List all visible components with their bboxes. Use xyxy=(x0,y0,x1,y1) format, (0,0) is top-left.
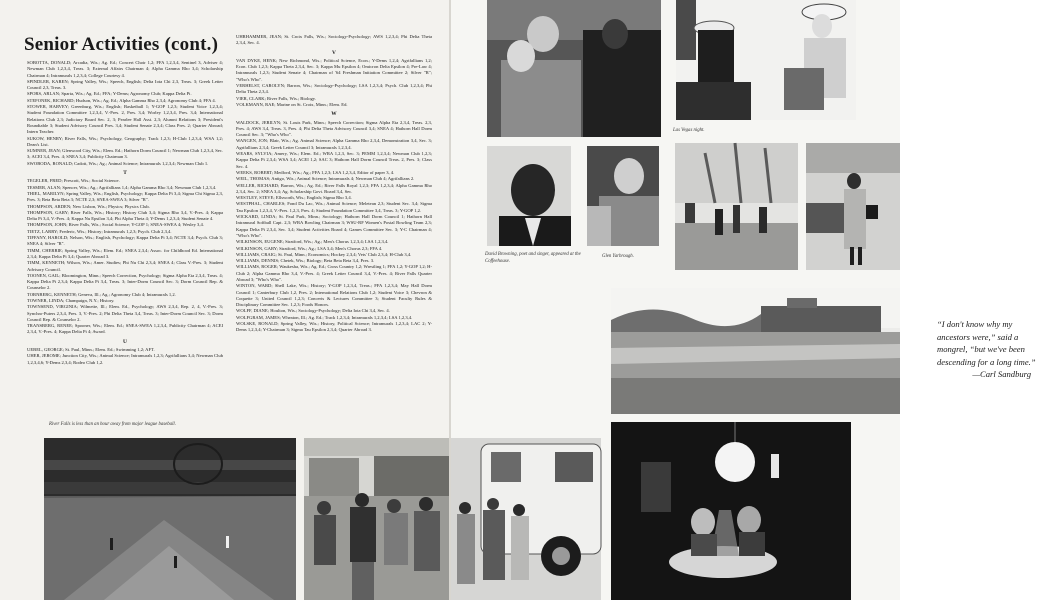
senior-entry: THIEL, MARILYN; Spring Valley, Wis.; English, Psychology; Kappa Delta Pi 3,4; Sigma Chi Sigma 2,3, Pres. 3; Beta Beta Beta 3; NCTE 2,3; SNEA-SWEA 3; Silver "R". xyxy=(27,190,223,203)
senior-entry: TIETZ, LARRY; Frederic, Wis.; History; Intramurals 1,2,3; Psych. Club 2,3,4. xyxy=(27,228,172,234)
senior-entry: TIFFANY, HAROLD; Nelson, Wis.; English, Psychology; Kappa Delta Pi 3,4; NCTE 3,4; Psych. Club 3; SNEA 4; Silver "R". xyxy=(27,235,223,247)
senior-entry: SUMNER, JEAN; Glenwood City, Wis.; Elem. Ed.; Hathorn Dorm Council 1; Newman Club 1,2,3,4, Sec. 3; ACEI 3,4, Pres. 4; SNEA 3,4; Publicity Chairman 3. xyxy=(27,148,223,160)
senior-entry: WANGEN, JON; Blair, Wis.; Ag. Animal Science; Alpha Gamma Rho 2,3,4, Demonstration 3,4, Sec. 3; Agrifallians 2,3,4; Greek Letter Council 3; Intramurals 1,2,3,4. xyxy=(236,138,432,150)
senior-entry: TOWNSEND, VIRGINIA; Wilmette, Ill.; Elem. Ed., Psychology; AWS 2,3,4, Rep. 2, 4, V.-Pres. 3; Synchro-Puters 2,3,4, Pres. 3, V.-Pres. 2; Phi Delta Theta 3,4, Treas. 3; Inter-Dorm Council Sec. 3; Dorm Council Rep. & Counselor 2. xyxy=(27,304,223,322)
coffeehouse-group-photo xyxy=(487,0,661,137)
crowd-left-photo xyxy=(304,438,449,600)
senior-entry: UHER, JEROME; Junction City, Wis.; Animal Science; Intramurals 1,2,3; Agrifallians 3,4; Newman Club 1,2,3,4,6; Y-Dems 2,3,4; Rodeo Club 1,2. xyxy=(27,353,223,365)
senior-entry: WELLER, RICHARD; Barron, Wis.; Ag. Ed.; River Falls Royal 1,2,3; FFA 1,2,3,4; Alpha Gamma Rho 2,3,4, Sec. 2; SNEA 3,4; Ag. Scholarship Govt. Board 3,4, Sec. xyxy=(236,182,432,194)
senior-entry: TORNBERG, KENNETH; Geneva, Ill.; Ag.; Agronomy Club 4; Intramurals 1,2. xyxy=(27,291,176,297)
senior-entry: TOONEN, GAIL; Bloomington, Minn.; Speech Correction, Psychology; Sigma Alpha Eta 2,3,4, Treas. 4; Kappa Delta Pi 2,3,4; Kappa Delta Pi 3,4, Treas. 3; Inter-Dorm Council Sec. 3; Dorm Council Rep. & Counselor 2. xyxy=(27,272,223,291)
senior-entry: WESTLEY, STEVE; Ellsworth, Wis.; English; Sigma Rho 3,4. xyxy=(236,195,352,201)
campus-building-landscape-photo xyxy=(611,288,900,414)
activities-column-1 xyxy=(27,60,223,366)
quote-text: “I don't know why my ancestors were,” said a mongrel, “but we've been descending for a long time.” xyxy=(937,319,1036,367)
section-letter-v: V xyxy=(332,49,336,56)
page-title: Senior Activities (cont.) xyxy=(24,34,219,55)
david-browning-photo xyxy=(487,146,571,246)
senior-entry: STEFONEK, RICHARD; Hudson, Wis.; Ag. Ed.; Alpha Gamma Rho 2,3,4; Agronomy Club 4; FFA 4. xyxy=(27,97,216,103)
senior-entry: VIER, CLARK; River Falls, Wis.; Biology. xyxy=(236,95,316,101)
ice-cream-truck-photo xyxy=(451,438,601,600)
activities-column-2 xyxy=(236,34,432,334)
senior-entry: SPORS, ARLAN; Sparta, Wis.; Ag. Ed.; FFA; Y-Dems; Agronomy Club; Kappa Delta Pi. xyxy=(27,91,192,97)
senior-entry: SOBOTTA, DONALD; Arcadia, Wis.; Ag. Ed.; Concert Choir 1,2; FFA 1,2,3,4, Sentinel 3, Adviser 4; Newman Club 1,2,3,4, Treas. 3; External Affairs Chairman 4; Alpha Gamma Rho 3,4; Scholarship Chairman 4; Intramurals 1,2,3,4; College Courtesy 4. xyxy=(27,60,223,78)
senior-entry: THOMPSON, ARDEN; New Lisbon, Wis.; Physics; Physics Club. xyxy=(27,203,150,209)
las-vegas-night-photo xyxy=(676,0,856,120)
las-vegas-caption: Las Vegas night. xyxy=(673,128,705,133)
senior-entry: VERHELST, CAROLYN; Barron, Wis.; Sociology-Psychology; LSA 1,2,3,4; Psych. Club 1,2,3,4; Phi Delta Theta 2,3,4. xyxy=(236,83,432,95)
senior-entry: WICKARD, LINDA; St. Paul Park, Minn.; Sociology; Hathorn Hall Dorm Council 1; Hathorn Hall Intramural Softball Capt. 2,3; WRA Bowling Chairman 3; WSU-RF Women's Postal Bowling Team 2,3; Kappa Delta Pi 2,3,4, Sec. 3,4; Student Activities Board 4; Games Committee Sec. 3; Y-C Chairman 4; "Who's Who". xyxy=(236,214,432,238)
senior-entry: SPINDLER, KAREN; Spring Valley, Wis.; Speech, English; Delta Iota Chi 2,3, Treas. 3; Greek Letter Council 2,3, Treas. 3. xyxy=(27,78,223,91)
senior-entry: WALDOCK, JERILYN; St. Louis Park, Minn.; Speech Correction; Sigma Alpha Eta 2,3,4, Treas. 2,3, Pres. 4; AWS 3,4, Treas. 3, Pres. 4; Phi Delta Theta Advisory Council 3,4; SNEA 4; Hathorn Hall Dorm Council Sec. 3; "Who's Who". xyxy=(236,119,432,138)
senior-entry: STOWER, HARVEY; Greenburg, Wis.; English; Basketball 1; Y-GOP 1,2,3; Student Voice 1,2,3,4; Student Foundation Committee 1,2,3,4, V.-Pres. 2, Pres. 3,4; Worley 1,2,3,4, Pres. 3,4; International Relations Club 2,3; Judiciary Board Sec. 2, 3; Pearlee Hall Asst. 2,3; Alumni Relations 3; President's Roundtable 3; Student Advisory Council Pres. 3,4; Student Senate 2,3,4; Class Pres. 2; Quarter Abroad; Intern Teacher. xyxy=(27,104,223,135)
section-letter-w: W xyxy=(331,111,337,118)
baseball-caption: River Falls is less than an hour away from major league baseball. xyxy=(49,422,176,427)
senior-entry: WESTPHAL, CHARLES; Fond Du Lac, Wis.; Animal Science; Meletean 2,3; Student Sec. 3,4; Sigma Tau Epsilon 1,2,3,4, V.-Pres. 1,2,3, Pres. 4; Student Foundation Committee 3,4, Treas. 3; Y-GOP 1,2. xyxy=(236,201,432,213)
senior-entry: TOWNER, LINDA; Champaign, N.Y.; History. xyxy=(27,297,115,303)
quote-author: —Carl Sandburg xyxy=(972,369,1031,379)
senior-entry: WEEKS, ROBERT; Medford, Wis.; Ag.; FFA 1,2,3; LSA 1,2,3,4, Editor of paper 3, 4. xyxy=(236,169,395,175)
browning-caption: David Browning, poet and singer, appeared at the Coffeehouse. xyxy=(485,252,581,264)
senior-entry: TIMM, KENNETH; Wilson, Wis.; Amer. Studies; Phi Nu Chi 2,3,4; SNEA 4; Class V.-Pres. 3; Student Advisory Council. xyxy=(27,260,223,272)
coffeehouse-table-lamp-photo xyxy=(611,422,851,600)
baseball-stadium-photo xyxy=(44,438,296,600)
yarbrough-caption: Glen Yarbrough. xyxy=(602,254,634,259)
senior-entry: SUKOW, HENRY; River Falls, Wis.; Psychology, Geography; Track 1,2,3; H-Club 1,2,3,4; WSA 1,2; Dean's List. xyxy=(27,135,223,147)
senior-entry: VAN DYKE, HENK; New Richmond, Wis.; Political Science, Econ.; Y-Dems 1,2,4; Agrifallians 1,2; Econ. Club 1,2,3; Kappa Theta 2,3,4, Sec. 3; Kappa Mu Epsilon 4; Omicron Delta Epsilon 4; Pre-Law 4; Intramurals 1,2,3; Student Senate 4; Chairman of '64 Freshman Initiation Committee 2; Silver "R"; "Who's Who". xyxy=(236,57,432,82)
senior-entry: VOLKMANN, RAE; Marine on St. Croix, Minn.; Elem. Ed. xyxy=(236,101,348,107)
section-letter-u: U xyxy=(123,338,127,345)
senior-entry: WEARS, SYLVIA; Amery, Wis.; Elem. Ed.; WRA 1,2,3, Sec. 3; PEMM 1,2,3,4; Newman Club 1,2,3; Kappa Delta Pi 2,3,4; WSA 3,4; ACEI 1,2; SAC 3; Hathorn Hall Dorm Council Treas. 2, Pres. 3; Class Sec. 4. xyxy=(236,151,432,169)
senior-entry: TIMM, CHERRIE; Spring Valley, Wis.; Elem. Ed.; SNEA 2,3,4; Assoc. for Childhood Ed. International 2,3,4; Kappa Delta Pi 3,4; Quarter Abroad 3. xyxy=(27,247,223,259)
campus-street-photo xyxy=(806,143,900,270)
senior-entry: TRANSBERG, RENEE; Spooner, Wis.; Elem. Ed.; SNEA-SWEA 1,2,3,4, Publicity Chairman 4; ACEI 2,3,4, V.-Pres. 4; Kappa Delta Pi 4; Award. xyxy=(27,323,223,335)
right-page xyxy=(451,0,1036,600)
senior-entry: UEBEL, GEORGE; St. Paul, Minn.; Elem. Ed.; Swimming 1,2; AFT. xyxy=(27,347,155,353)
senior-entry: WEIL, THOMAS; Antigo, Wis.; Animal Science; Intramurals 4; Newman Club 4; Agrifallians 2. xyxy=(236,176,415,182)
senior-entry: TESMER, ALAN; Spencer, Wis.; Ag.; Agrifallians 1,4; Alpha Gamma Rho 3,4; Newman Club 1,2,3,4. xyxy=(27,184,217,190)
senior-entry: WOLFGRAM, JAMES; Wheaton, Ill.; Ag. Ed.; Track 1,2,3,4; Intramurals 1,2,3,4; LSA 1,2,3,4. xyxy=(236,314,413,320)
senior-entry: TEGELER, FRED; Prescott, Wis.; Social Science. xyxy=(27,178,120,184)
senior-entry: WILKINSON, EUGENE; Stratford, Wis.; Ag.; Men's Chorus 1,2,3,4; LSA 1,2,3,4. xyxy=(236,239,389,245)
glen-yarbrough-photo xyxy=(587,146,659,246)
senior-entry: UHRHAMMER, JEAN; St. Croix Falls, Wis.; Sociology-Psychology; AWS 1,2,3,4; Phi Delta Theta 2,3,4, Sec. 4. xyxy=(236,34,432,46)
senior-entry: WILLIAMS, CRAIG; St. Paul, Minn.; Economics; Hockey 2,3,4; Vets' Club 2,3,4; H-Club 3,4. xyxy=(236,251,412,257)
campus-walkway-photo xyxy=(675,143,798,270)
sandburg-quote xyxy=(937,318,1037,381)
senior-entry: WILKINSON, GARY; Stratford, Wis.; Ag.; LSA 3,4; Men's Chorus 2,3; FFA 4. xyxy=(236,245,383,251)
senior-entry: WILLIAMS, DENNIS; Chetek, Wis.; Biology; Beta Beta Beta 3,4, Pres. 3. xyxy=(236,258,375,264)
senior-entry: THOMPSON, JOHN; River Falls, Wis.; Social Science; Y-GOP 1; SNEA-SWEA 4; Wesley 3,4. xyxy=(27,222,204,228)
senior-entry: WOLSKE, RONALD; Spring Valley, Wis.; History, Political Science; Intramurals 1,2,3,4; LAC 2; Y-Dems 1,2,3,4; Y-Chairman 3; Sigma Tau Epsilon 2,3,4; Quarter Abroad 3. xyxy=(236,321,432,333)
senior-entry: SWOBODA, RONALD; Cadott, Wis.; Ag.; Animal Science; Intramurals 1,2,3,4; Newman Club 1. xyxy=(27,160,209,166)
senior-entry: WINTON, WARD; Shell Lake, Wis.; History; Y-GOP 1,2,3,4, Treas.; FFA 1,2,3,4; May Hall Dorm Council 1; Canterbury Club 1,2, Pres. 2; International Relations Club 1,2; Student Voice 3; Chevron & Coquette 3; United Council 1,2,3; Concerts & Lectures Committee 3; Student Faculty Rules & Disciplinary Committee Sec. 1,2,3; Foods Honors. xyxy=(236,283,432,308)
senior-entry: WOLFF, DIANE; Houlton, Wis.; Sociology-Psychology; Delta Iota Chi 3,4, Sec. 4. xyxy=(236,308,390,314)
section-letter-t: T xyxy=(123,170,127,177)
senior-entry: WILLIAMS, ROGER; Waukesha, Wis.; Ag. Ed.; Cross Country 1,2; Wrestling 1; FFA 1,2; Y-GOP 1,2; H-Club 2; Alpha Gamma Rho 3,4, V.-Pres. 4; Greek Letter Council 3,4, V.-Pres. 4; River Falls Quarter Abroad 3; "Who's Who". xyxy=(236,264,432,282)
left-page xyxy=(0,0,449,600)
senior-entry: THOMPSON, GARY; River Falls, Wis.; History; History Club 3,4; Sigma Rho 3,4, V.-Pres. 4; Kappa Delta Pi 3,4, V.-Pres. 4; Kappa Nu Epsilon 3,4; Phi Alpha Theta 4; Y-Dems 1,2,3,4; Student Senate 4. xyxy=(27,209,223,222)
